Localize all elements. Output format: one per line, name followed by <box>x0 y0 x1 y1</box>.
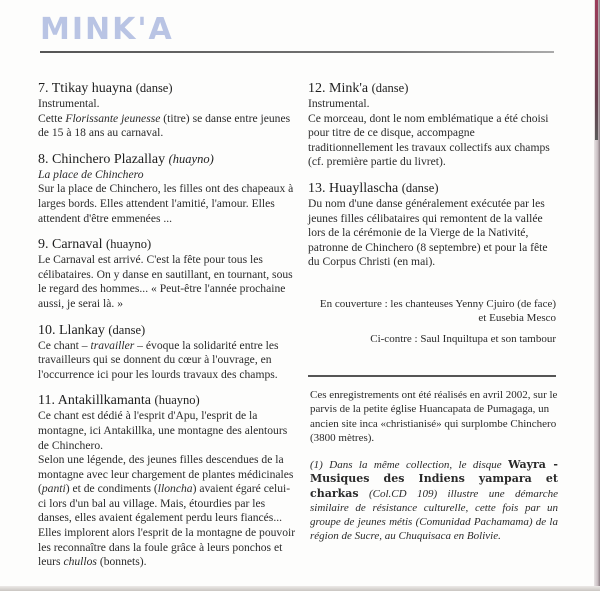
track-genre: (huayno) <box>168 151 214 166</box>
track-description: Ce chant est dédié à l'esprit d'Apu, l'esprit de la montagne, ici Antakillka, une montagne des alentours de Chinchero. <box>38 409 288 452</box>
track-description <box>38 339 298 383</box>
track-number: 12. <box>308 81 326 96</box>
text: Cette <box>38 111 66 125</box>
track-genre: (danse) <box>371 81 409 95</box>
track-title: Chinchero Plazallay <box>52 151 166 167</box>
track-description <box>38 112 298 141</box>
track-genre: (huayno) <box>154 393 200 408</box>
track-number: 10. <box>38 322 56 338</box>
title-divider <box>40 51 554 53</box>
text: ) avaient égaré celui-ci lors d'un bal au village. Mais, étourdies par les danses, elles avaient également perdu leurs fiancés... Elles implorent alors l'esprit de la montagne de pouvoir les reconnaître dans la foule grâce à leurs ponchos et leurs <box>38 482 296 569</box>
track-title: Antakillkamanta <box>57 393 152 409</box>
text: ) et de condiments ( <box>65 482 158 496</box>
track-title: Llankay <box>59 322 105 338</box>
footnote-intro: (1) Dans la même collection, le disque <box>310 459 509 471</box>
track-legend <box>38 453 298 570</box>
track-title: Ttikay huayna <box>51 81 133 96</box>
track-7 <box>38 80 298 141</box>
track-12 <box>308 80 558 170</box>
text: – évoque la solidarité entre les travailleurs qui se donnent du cœur à l'ouvrage, en l'occurrence ici pour les lourds travaux des champs. <box>38 338 279 381</box>
page-bottom-edge <box>0 586 600 591</box>
track-number: 13. <box>308 180 326 196</box>
track-number: 8. <box>38 151 49 167</box>
track-13 <box>308 180 558 270</box>
track-description: Ce morceau, dont le nom emblématique a été choisi pour titre de ce disque, accompagne traditionnellement les travaux collectifs aux champs (cf. première partie du livret). <box>308 111 550 169</box>
track-description: Sur la place de Chinchero, les filles ont des chapeaux à larges bords. Elles attendent l'amitié, l'amour. Elles attendent d'être emmenées ... <box>38 182 294 225</box>
recording-note: Ces enregistrements ont été réalisés en avril 2002, sur le parvis de la petite église Huancapata de Pumagaga, un ancien site inca «christianisé» qui surplombe Chinchero (3800 mètres). <box>310 389 558 444</box>
track-subtitle: La place de Chinchero <box>38 167 144 181</box>
text: Ce chant – <box>38 338 91 352</box>
track-genre: (danse) <box>135 81 173 95</box>
track-number: 9. <box>38 237 49 253</box>
cover-credit-line: En couverture : les chanteuses Yenny Cjuiro (de face) <box>319 298 556 310</box>
photo-credits <box>308 297 556 347</box>
track-heading <box>308 80 558 97</box>
text: Instrumental. <box>38 97 100 110</box>
track-10 <box>38 322 298 383</box>
italic-text: lloncha <box>157 482 193 496</box>
italic-text: Florissante jeunesse <box>65 111 161 125</box>
track-heading <box>38 151 298 168</box>
section-divider <box>308 375 556 377</box>
track-title: Mink'a <box>329 81 369 96</box>
track-heading <box>38 322 298 339</box>
track-title: Carnaval <box>52 237 103 253</box>
track-description: Le Carnaval est arrivé. C'est la fête pour tous les célibataires. On y danse en sautillant, en tournant, sous le regard des hommes... « Peut-être l'année prochaine aussi, je serai là. » <box>38 253 293 310</box>
track-number: 11. <box>38 393 55 409</box>
opposite-photo-credit: Ci-contre : Saul Inquiltupa et son tambour <box>370 333 556 346</box>
track-description <box>38 97 298 112</box>
text: Selon une légende, des jeunes filles descendues de la montagne avec leur chargement de plantes médicinales ( <box>38 453 294 496</box>
italic-text: panti <box>41 482 66 496</box>
track-description: Instrumental. <box>308 97 370 110</box>
track-genre: (huayno) <box>106 237 152 252</box>
adjacent-page-edge <box>595 0 598 140</box>
track-genre: (danse) <box>108 322 146 337</box>
track-heading <box>38 80 298 97</box>
track-description: Du nom d'une danse généralement exécutée par les jeunes filles célibataires qui remontent de la vallée lors de la cérémonie de la Vierge de la Nativité, patronne de Chinchero (8 septembre) et pour la fête du Corpus Christi (en mai). <box>308 196 548 269</box>
right-column <box>308 80 558 280</box>
footnote-album-title: Wayra - Musiques des Indiens yampara et charkas <box>310 458 558 500</box>
left-column <box>38 80 298 580</box>
track-number: 7. <box>38 81 49 96</box>
track-11 <box>38 392 298 570</box>
track-9 <box>38 236 298 311</box>
track-genre: (danse) <box>401 180 439 195</box>
track-heading <box>308 180 558 197</box>
track-title: Huayllascha <box>329 180 399 196</box>
footnote <box>310 458 558 544</box>
cover-credit-line: et Eusebia Mesco <box>478 312 556 325</box>
italic-text: chullos <box>63 555 97 569</box>
track-8 <box>38 151 298 226</box>
text: (bonnets). <box>96 555 147 569</box>
footnote-text: (Col.CD 109) illustre une démarche similaire de résistance culturelle, cette fois par un groupe de jeunes métis (Comunidad Pachamama) de la région de Sucre, au Chuquisaca en Bolivie. <box>310 487 558 543</box>
track-heading <box>38 236 298 253</box>
page-title: MINK'A <box>40 12 174 47</box>
track-heading <box>38 392 298 409</box>
italic-text: travailler <box>90 338 135 352</box>
text: (titre) se danse entre jeunes de 15 à 18 ans au carnaval. <box>38 111 291 140</box>
